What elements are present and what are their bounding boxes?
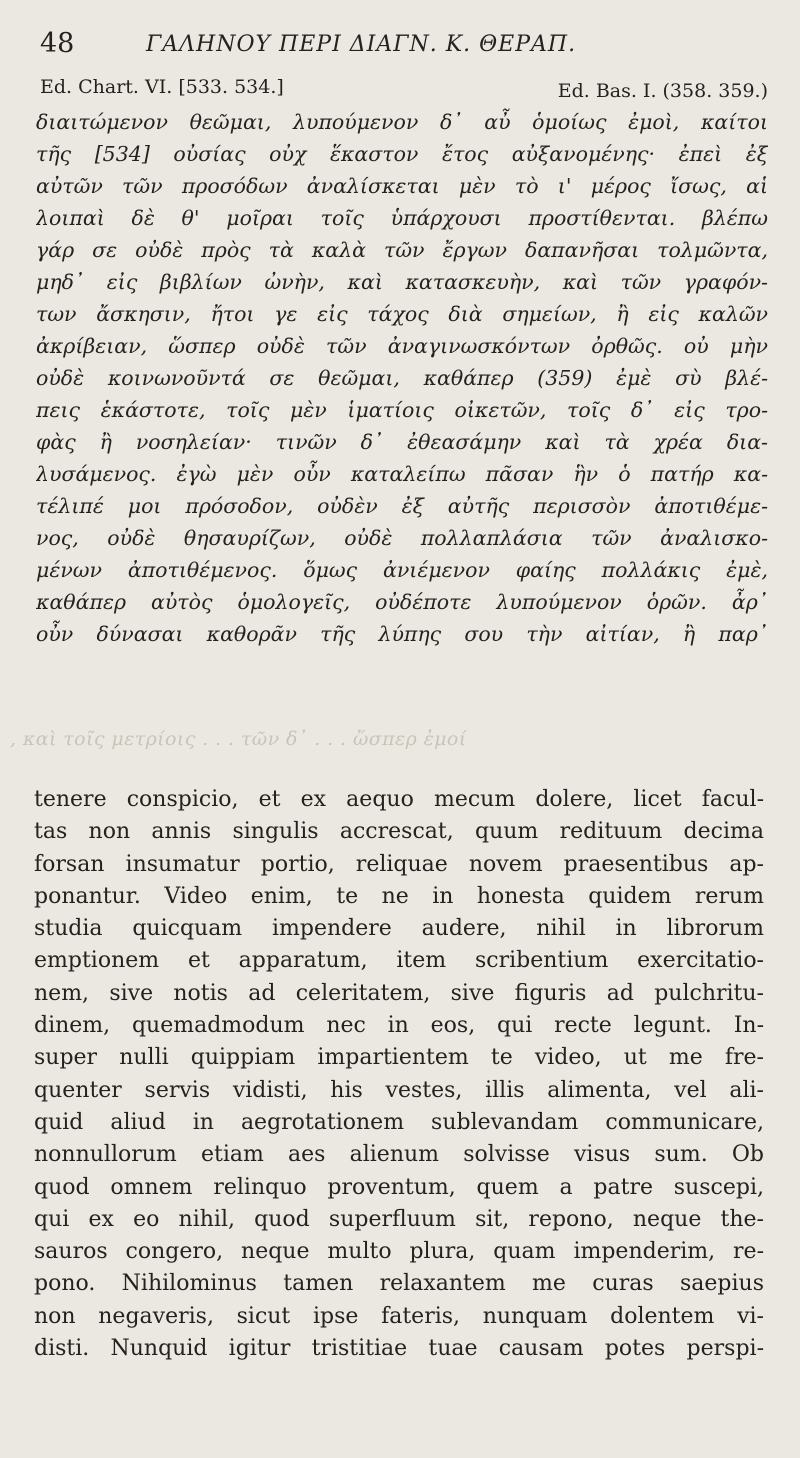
greek-line: γάρ σε οὐδὲ πρὸς τὰ καλὰ τῶν ἔργων δαπανῆσαι τολμῶντα, (36, 238, 768, 262)
greek-text-block (36, 106, 768, 650)
greek-line: λοιπαὶ δὲ θ' μοῖραι τοῖς ὑπάρχουσι προστίθενται. βλέπω (36, 206, 768, 230)
greek-line: αὐτῶν τῶν προσόδων ἀναλίσκεται μὲν τὸ ι' μέρος ἴσως, αἱ (36, 174, 768, 198)
latin-line: nem, sive notis ad celeritatem, sive figuris ad pulchritu- (34, 980, 764, 1006)
greek-line: μηδ᾽ εἰς βιβλίων ὠνὴν, καὶ κατασκευὴν, καὶ τῶν γραφόν- (36, 270, 768, 294)
latin-line: sauros congero, neque multo plura, quam impenderim, re- (34, 1239, 764, 1265)
greek-line: οὐδὲ κοινωνοῦντά σε θεῶμαι, καθάπερ (359) ἐμὲ σὺ βλέ- (36, 366, 768, 390)
latin-line: super nulli quippiam impartientem te video, ut me fre- (34, 1045, 764, 1071)
running-title: ΓΑΛΗΝΟΥ ΠΕΡΙ ΔΙΑΓΝ. Κ. ΘΕΡΑΠ. (146, 32, 577, 57)
greek-line: τῆς [534] οὐσίας οὐχ ἕκαστον ἔτος αὐξανομένης· ἐπεὶ ἐξ (36, 142, 768, 166)
latin-line: non negaveris, sicut ipse fateris, nunquam dolentem vi- (34, 1303, 764, 1329)
latin-line: tenere conspicio, et ex aequo mecum dolere, licet facul- (34, 787, 764, 812)
bleed-through-text: , καὶ τοῖς μετρίοις . . . τῶν δ᾽ . . . ὥσπερ ἐμοί (10, 728, 467, 750)
greek-line: διαιτώμενον θεῶμαι, λυπούμενον δ᾽ αὖ ὁμοίως ἐμοὶ, καίτοι (36, 110, 768, 134)
latin-line: quid aliud in aegrotationem sublevandam communicare, (34, 1109, 764, 1135)
latin-line: qui ex eo nihil, quod superfluum sit, repono, neque the- (34, 1206, 764, 1232)
latin-line: studia quicquam impendere audere, nihil in librorum (34, 916, 764, 942)
greek-line: μένων ἀποτιθέμενος. ὅμως ἀνιέμενον φαίης πολλάκις ἐμὲ, (36, 558, 768, 582)
greek-line: λυσάμενος. ἐγὼ μὲν οὖν καταλείπω πᾶσαν ἣν ὁ πατήρ κα- (36, 462, 768, 486)
greek-line: των ἄσκησιν, ἤτοι γε εἰς τάχος διὰ σημείων, ἢ εἰς καλῶν (36, 302, 768, 326)
latin-line: pono. Nihilominus tamen relaxantem me curas saepius (34, 1271, 764, 1297)
latin-line: emptionem et apparatum, item scribentium exercitatio- (34, 948, 764, 974)
latin-line: quenter servis vidisti, his vestes, illis alimenta, vel ali- (34, 1077, 764, 1103)
greek-line: πεις ἑκάστοτε, τοῖς μὲν ἱματίοις οἰκετῶν, τοῖς δ᾽ εἰς τρο- (36, 398, 768, 422)
latin-line: quod omnem relinquo proventum, quem a patre suscepi, (34, 1174, 764, 1200)
running-head (40, 28, 760, 68)
page-number: 48 (40, 28, 75, 59)
edition-basel: Ed. Bas. I. (358. 359.) (557, 80, 768, 102)
edition-reference (40, 76, 768, 104)
latin-text-block (34, 784, 764, 1365)
greek-line: τέλιπέ μοι πρόσοδον, οὐδὲν ἐξ αὐτῆς περισσὸν ἀποτιθέμε- (36, 494, 768, 518)
latin-line: dinem, quemadmodum nec in eos, qui recte legunt. In- (34, 1013, 764, 1039)
greek-line: φὰς ἢ νοσηλείαν· τινῶν δ᾽ ἐθεασάμην καὶ τὰ χρέα δια- (36, 430, 768, 454)
greek-line: οὖν δύνασαι καθορᾶν τῆς λύπης σου τὴν αἰτίαν, ἢ παρ᾽ (36, 622, 768, 646)
greek-line: ἀκρίβειαν, ὥσπερ οὐδὲ τῶν ἀναγινωσκόντων ὀρθῶς. οὐ μὴν (36, 334, 768, 358)
latin-line: ponantur. Video enim, te ne in honesta quidem rerum (34, 883, 764, 909)
greek-line: νος, οὐδὲ θησαυρίζων, οὐδὲ πολλαπλάσια τῶν ἀναλισκο- (36, 526, 768, 550)
latin-line: nonnullorum etiam aes alienum solvisse visus sum. Ob (34, 1142, 764, 1168)
greek-line: καθάπερ αὐτὸς ὁμολογεῖς, οὐδέποτε λυπούμενον ὁρῶν. ἆρ᾽ (36, 590, 768, 614)
edition-chartier: Ed. Chart. VI. [533. 534.] (40, 76, 284, 98)
latin-line: tas non annis singulis accrescat, quum redituum decima (34, 819, 764, 845)
latin-line: forsan insumatur portio, reliquae novem praesentibus ap- (34, 851, 764, 877)
latin-line: disti. Nunquid igitur tristitiae tuae causam potes perspi- (34, 1336, 764, 1362)
